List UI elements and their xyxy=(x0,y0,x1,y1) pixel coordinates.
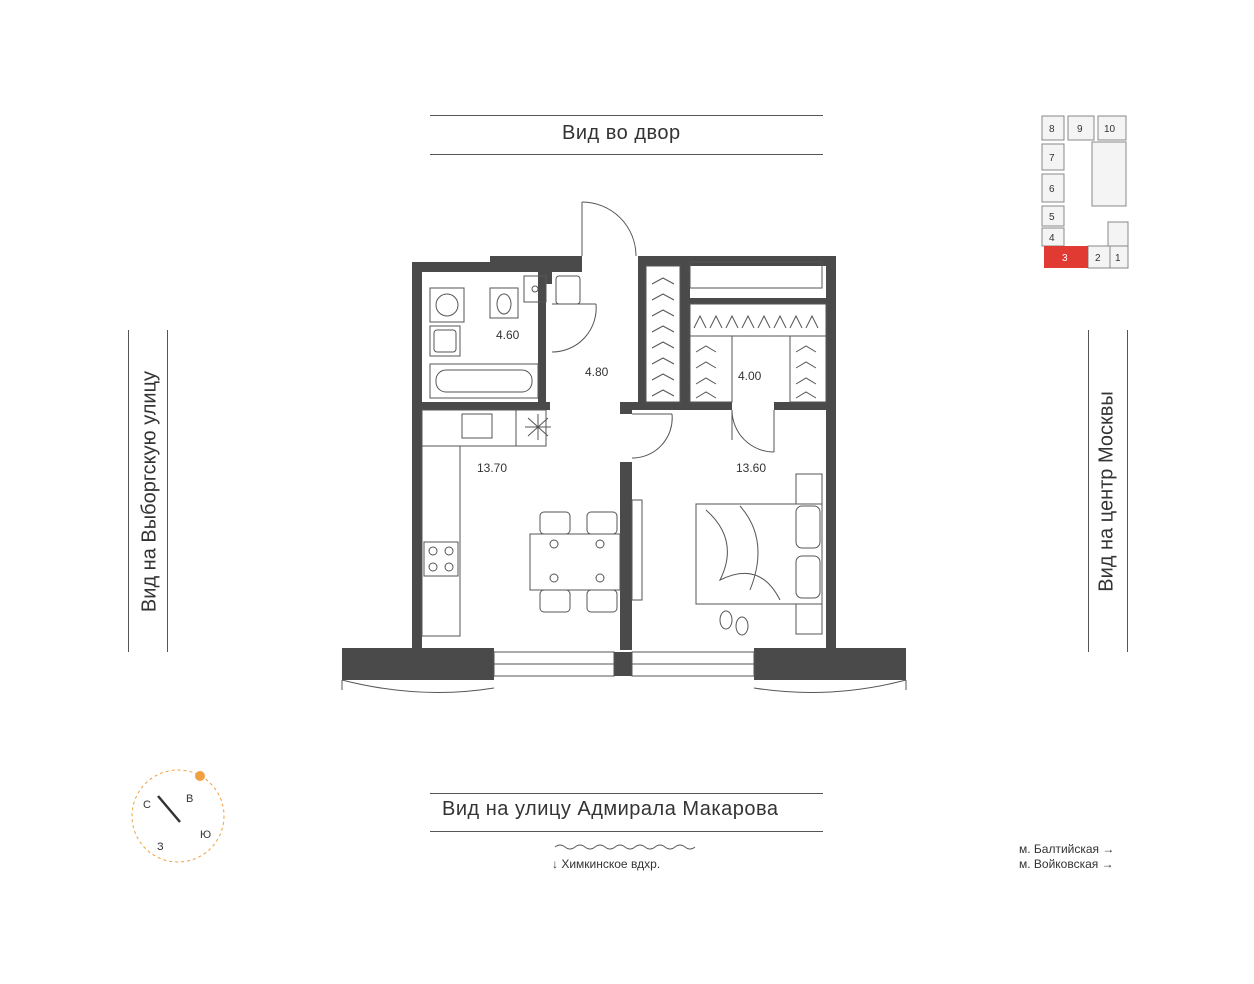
view-top-label: Вид во двор xyxy=(562,122,681,144)
metro-voykovskaya: м. Войковская → xyxy=(1019,857,1114,871)
section-10: 10 xyxy=(1104,124,1116,135)
section-5: 5 xyxy=(1049,212,1055,223)
view-bottom-label: Вид на улицу Адмирала Макарова xyxy=(442,798,779,820)
section-2: 2 xyxy=(1095,253,1101,264)
area-bedroom: 13.60 xyxy=(736,461,767,475)
building-keymap xyxy=(1030,110,1140,270)
section-8: 8 xyxy=(1049,124,1055,135)
section-1: 1 xyxy=(1115,253,1121,264)
area-kitchen: 13.70 xyxy=(477,461,508,475)
waterbody-label: ↓ Химкинское вдхр. xyxy=(552,857,661,871)
bedroom-furniture xyxy=(632,474,822,635)
water-wave xyxy=(555,845,695,849)
compass-north: С xyxy=(143,799,151,811)
doors xyxy=(552,202,774,458)
section-9: 9 xyxy=(1077,124,1083,135)
view-right-label: Вид на центр Москвы xyxy=(1095,391,1118,592)
area-bathroom: 4.60 xyxy=(496,328,520,342)
area-wardrobe: 4.00 xyxy=(738,369,762,383)
compass xyxy=(130,762,230,872)
view-left-label: Вид на Выборгскую улицу xyxy=(138,370,161,613)
sun-icon xyxy=(195,771,205,781)
wardrobe-hangers xyxy=(646,266,826,402)
section-7: 7 xyxy=(1049,153,1055,164)
metro-baltiyskaya: м. Балтийская → xyxy=(1019,842,1115,856)
section-6: 6 xyxy=(1049,184,1055,195)
compass-east: В xyxy=(186,793,194,805)
compass-south: Ю xyxy=(200,829,212,841)
compass-west: З xyxy=(157,841,164,853)
section-4: 4 xyxy=(1049,233,1055,244)
area-hall: 4.80 xyxy=(585,365,609,379)
section-3: 3 xyxy=(1062,253,1068,264)
kitchen-fixtures xyxy=(422,410,620,636)
walls xyxy=(342,256,906,680)
